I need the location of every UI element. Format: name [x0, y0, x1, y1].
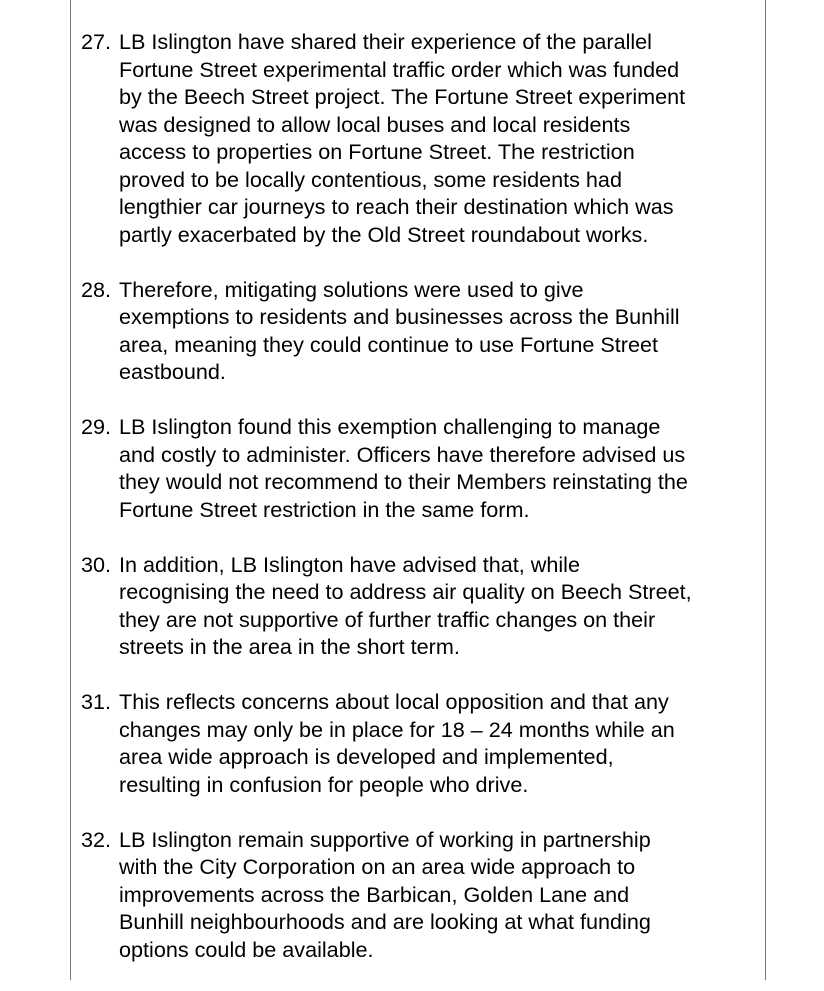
paragraph-27	[81, 28, 761, 248]
paragraph-number: 28.	[81, 276, 112, 302]
paragraph-28	[81, 276, 761, 386]
paragraph-number: 30.	[81, 551, 112, 577]
paragraph-number: 27.	[81, 29, 112, 54]
paragraph-text: Therefore, mitigating solutions were used to give exemptions to residents and businesses across the Bunhill area, meaning they could continue to use Fortune Street eastbound.	[119, 276, 680, 384]
paragraph-text: In addition, LB Islington have advised that, while recognising the need to address air quality on Beech Street, they are not supportive of further traffic changes on their streets in the area in the short term.	[119, 551, 692, 659]
numbered-paragraph-list	[81, 28, 761, 991]
paragraph-text: This reflects concerns about local opposition and that any changes may only be in place for 18 – 24 months while an area wide approach is developed and implemented, resulting in confusion for people who drive.	[119, 689, 675, 797]
paragraph-number: 31.	[81, 689, 112, 714]
paragraph-number: 32.	[81, 826, 112, 852]
paragraph-number: 29.	[81, 414, 112, 439]
paragraph-30	[81, 551, 761, 661]
document-page	[70, 0, 766, 980]
paragraph-31	[81, 688, 761, 798]
paragraph-29	[81, 413, 761, 523]
paragraph-text: LB Islington have shared their experience of the parallel Fortune Street experimental traffic order which was funded by the Beech Street project. The Fortune Street experiment was designed to allow local buses and local residents access to properties on Fortune Street. The restriction proved to be locally contentious, some residents had lengthier car journeys to reach their destination which was partly exacerbated by the Old Street roundabout works.	[119, 29, 686, 247]
paragraph-text: LB Islington remain supportive of working in partnership with the City Corporation on an area wide approach to improvements across the Barbican, Golden Lane and Bunhill neighbourhoods and are looking at what funding options could be available.	[119, 826, 651, 962]
paragraph-32	[81, 826, 761, 964]
paragraph-text: LB Islington found this exemption challenging to manage and costly to administer. Officers have therefore advised us they would not recommend to their Members reinstating the Fortune Street restriction in the same form.	[119, 414, 688, 522]
